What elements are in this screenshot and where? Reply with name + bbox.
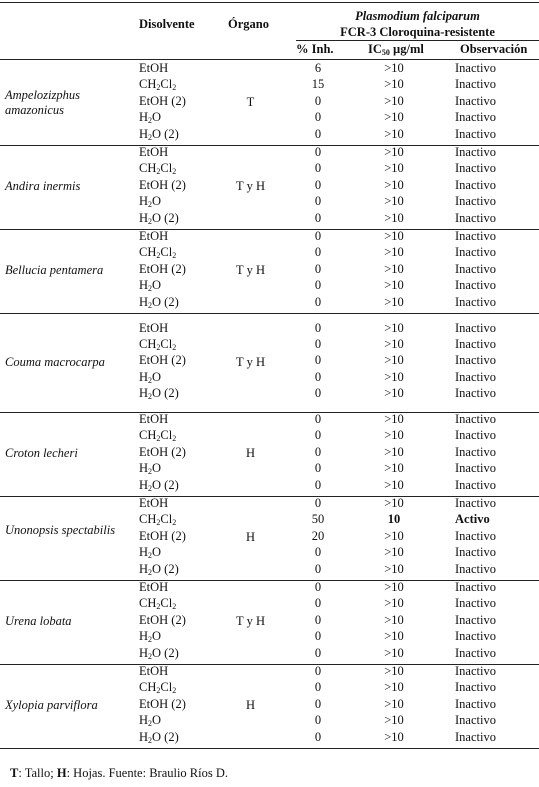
solvent-cell: EtOH xyxy=(139,229,169,243)
observacion-cell: Inactivo xyxy=(455,528,496,543)
observacion-cell: Inactivo xyxy=(455,294,496,309)
ic50-cell: >10 xyxy=(384,386,404,401)
plant-name: Ampelozizphus amazonicus xyxy=(5,88,80,117)
observacion-cell: Inactivo xyxy=(455,126,496,141)
observacion-cell: Inactivo xyxy=(455,386,496,401)
inh-cell: 0 xyxy=(314,412,322,426)
ic50-cell: >10 xyxy=(384,612,404,627)
observacion-cell: Inactivo xyxy=(455,596,496,611)
ic50-cell: >10 xyxy=(384,680,404,695)
ic50-cell: >10 xyxy=(384,580,404,594)
solvent-cell: $H_2O$ xyxy=(139,713,162,729)
ic50-cell: >10 xyxy=(384,278,404,293)
solvent-cell: EtOH xyxy=(139,320,169,335)
ic50-cell: >10 xyxy=(384,461,404,476)
ic50-cell: >10 xyxy=(384,561,404,576)
ic50-cell: >10 xyxy=(384,245,404,260)
solvent-cell: EtOH (2) xyxy=(139,696,186,711)
observacion-cell: Inactivo xyxy=(455,696,496,711)
ic50-cell: >10 xyxy=(384,161,404,176)
inh-cell: 0 xyxy=(314,194,322,209)
observacion-cell: Inactivo xyxy=(455,477,496,492)
inh-cell: 0 xyxy=(314,353,322,368)
organo-value: H xyxy=(245,698,256,712)
solvent-cell: $H_2O$ (2) xyxy=(139,386,179,402)
solvent-cell: $CH_2Cl_2$ xyxy=(139,428,177,444)
observacion-cell: Inactivo xyxy=(455,412,496,426)
solvent-cell: $H_2O$ (2) xyxy=(139,294,179,310)
ic50-cell: >10 xyxy=(384,428,404,443)
ic50-cell: >10 xyxy=(384,369,404,384)
ic50-cell: >10 xyxy=(384,336,404,351)
header-observacion: Observación xyxy=(460,42,528,56)
ic50-cell: >10 xyxy=(384,194,404,209)
inh-cell: 0 xyxy=(314,461,322,476)
observacion-cell: Inactivo xyxy=(455,545,496,560)
solvent-cell: $H_2O$ (2) xyxy=(139,477,179,493)
observacion-cell: Inactivo xyxy=(455,461,496,476)
observacion-cell: Inactivo xyxy=(455,145,496,159)
plant-name: Croton lecheri xyxy=(5,446,78,460)
observacion-cell: Inactivo xyxy=(455,428,496,443)
footnote-t-text: : Tallo; xyxy=(18,766,57,780)
solvent-cell: $H_2O$ xyxy=(139,461,162,477)
solvent-cell: EtOH xyxy=(139,496,169,510)
footnote-h-key: H xyxy=(56,766,67,780)
header-inh: % Inh. xyxy=(296,42,334,56)
header-ic-suffix: µg/ml xyxy=(389,42,424,56)
observacion-cell: Inactivo xyxy=(455,645,496,660)
plant-name: Xylopia parviflora xyxy=(5,698,98,712)
plant-name: Urena lobata xyxy=(5,614,72,628)
ic50-cell: >10 xyxy=(384,664,404,678)
inh-cell: 0 xyxy=(314,545,322,560)
solvent-cell: $H_2O$ xyxy=(139,545,162,561)
solvent-cell: $H_2O$ (2) xyxy=(139,561,179,577)
inh-cell: 0 xyxy=(314,444,322,459)
inh-cell: 0 xyxy=(314,177,322,192)
inh-cell: 0 xyxy=(314,612,322,627)
solvent-cell: EtOH xyxy=(139,664,169,678)
ic50-cell: >10 xyxy=(384,261,404,276)
observacion-cell: Inactivo xyxy=(455,444,496,459)
inh-cell: 0 xyxy=(314,294,322,309)
observacion-cell: Inactivo xyxy=(455,245,496,260)
solvent-cell: EtOH xyxy=(139,412,169,426)
plant-name: Couma macrocarpa xyxy=(5,354,105,369)
organo-value: T y H xyxy=(236,263,265,277)
observacion-cell: Inactivo xyxy=(455,61,496,75)
ic50-cell: >10 xyxy=(384,229,404,243)
header-organo: Órgano xyxy=(228,17,269,31)
footnote-h-text: : Hojas. Fuente: Braulio Ríos D. xyxy=(66,766,229,780)
ic50-cell: >10 xyxy=(384,61,404,75)
inh-cell: 0 xyxy=(314,496,322,510)
observacion-cell: Inactivo xyxy=(455,177,496,192)
solvent-cell: $H_2O$ xyxy=(139,629,162,645)
solvent-cell: $H_2O$ xyxy=(139,194,162,210)
ic50-cell: >10 xyxy=(384,645,404,660)
inh-cell: 0 xyxy=(314,580,322,594)
ic50-cell: >10 xyxy=(384,496,404,510)
inh-cell: 0 xyxy=(314,145,322,159)
ic50-cell: >10 xyxy=(384,629,404,644)
solvent-cell: $CH_2Cl_2$ xyxy=(139,512,177,528)
header-subgroup-rule xyxy=(296,40,539,41)
solvent-cell: $H_2O$ (2) xyxy=(139,210,179,226)
table-top-rule xyxy=(0,2,539,3)
inh-cell: 6 xyxy=(314,61,322,75)
solvent-cell: EtOH (2) xyxy=(139,93,186,108)
inh-cell: 0 xyxy=(314,680,322,695)
inh-cell: 0 xyxy=(314,336,322,351)
ic50-cell: >10 xyxy=(384,545,404,560)
plant-name: Andira inermis xyxy=(5,179,81,193)
observacion-cell: Inactivo xyxy=(455,320,496,335)
ic50-cell: >10 xyxy=(384,696,404,711)
organo-value: T xyxy=(246,95,255,109)
solvent-cell: EtOH (2) xyxy=(139,612,186,627)
solvent-cell: EtOH xyxy=(139,61,169,75)
solvent-cell: $CH_2Cl_2$ xyxy=(139,336,177,352)
organo-value: T y H xyxy=(236,354,265,369)
ic50-cell: >10 xyxy=(384,320,404,335)
solvent-cell: $H_2O$ xyxy=(139,369,162,385)
observacion-cell: Inactivo xyxy=(455,110,496,125)
footnote-t-key: T xyxy=(10,766,19,780)
plant-name: Unonopsis spectabilis xyxy=(5,523,116,537)
observacion-cell: Inactivo xyxy=(455,713,496,728)
solvent-cell: $H_2O$ xyxy=(139,110,162,126)
observacion-cell: Inactivo xyxy=(455,664,496,678)
observacion-cell: Inactivo xyxy=(455,680,496,695)
inh-cell: 0 xyxy=(314,369,322,384)
inh-cell: 0 xyxy=(314,428,322,443)
ic50-cell: >10 xyxy=(384,477,404,492)
header-disolvente: Disolvente xyxy=(139,17,195,31)
inh-cell: 0 xyxy=(314,729,322,744)
organo-value: H xyxy=(245,530,256,544)
ic50-cell: >10 xyxy=(384,729,404,744)
observacion-cell: Inactivo xyxy=(455,278,496,293)
inh-cell: 0 xyxy=(314,110,322,125)
inh-cell: 50 xyxy=(311,512,325,527)
ic50-cell: >10 xyxy=(384,93,404,108)
solvent-cell: EtOH (2) xyxy=(139,353,186,368)
header-bottom-rule xyxy=(0,59,539,60)
ic50-cell: >10 xyxy=(384,596,404,611)
solvent-cell: $H_2O$ (2) xyxy=(139,126,179,142)
observacion-cell: Inactivo xyxy=(455,161,496,176)
inh-cell: 0 xyxy=(314,664,322,678)
solvent-cell: $CH_2Cl_2$ xyxy=(139,680,177,696)
observacion-cell: Inactivo xyxy=(455,561,496,576)
solvent-cell: EtOH xyxy=(139,580,169,594)
inh-cell: 20 xyxy=(311,528,325,543)
ic50-cell: >10 xyxy=(384,177,404,192)
inh-cell: 0 xyxy=(314,561,322,576)
header-ic50 xyxy=(368,42,424,56)
ic50-cell: 10 xyxy=(387,512,401,527)
organo-value: H xyxy=(245,446,256,460)
header-strain: FCR-3 Cloroquina-resistente xyxy=(340,25,495,39)
inh-cell: 0 xyxy=(314,93,322,108)
solvent-cell: EtOH xyxy=(139,145,169,159)
inh-cell: 0 xyxy=(314,126,322,141)
table-footnote xyxy=(10,766,228,781)
observacion-cell: Inactivo xyxy=(455,194,496,209)
ic50-cell: >10 xyxy=(384,353,404,368)
inh-cell: 0 xyxy=(314,320,322,335)
observacion-cell: Inactivo xyxy=(455,210,496,225)
observacion-cell: Inactivo xyxy=(455,629,496,644)
solvent-cell: EtOH (2) xyxy=(139,528,186,543)
organo-value: T y H xyxy=(236,179,265,193)
inh-cell: 0 xyxy=(314,629,322,644)
ic50-cell: >10 xyxy=(384,444,404,459)
group-separator xyxy=(0,313,539,314)
inh-cell: 0 xyxy=(314,229,322,243)
ic50-cell: >10 xyxy=(384,110,404,125)
solvent-cell: $H_2O$ xyxy=(139,278,162,294)
inh-cell: 0 xyxy=(314,261,322,276)
observacion-cell: Inactivo xyxy=(455,336,496,351)
header-ic-sub: 50 xyxy=(381,48,390,57)
solvent-cell: $CH_2Cl_2$ xyxy=(139,596,177,612)
ic50-cell: >10 xyxy=(384,713,404,728)
inh-cell: 0 xyxy=(314,245,322,260)
solvent-cell: EtOH (2) xyxy=(139,177,186,192)
solvent-cell: $CH_2Cl_2$ xyxy=(139,161,177,177)
inh-cell: 0 xyxy=(314,645,322,660)
observacion-cell: Inactivo xyxy=(455,496,496,510)
ic50-cell: >10 xyxy=(384,412,404,426)
observacion-cell: Inactivo xyxy=(455,261,496,276)
plant-name: Bellucia pentamera xyxy=(5,263,104,277)
solvent-cell: EtOH (2) xyxy=(139,261,186,276)
observacion-cell: Inactivo xyxy=(455,612,496,627)
inh-cell: 0 xyxy=(314,278,322,293)
inh-cell: 0 xyxy=(314,713,322,728)
solvent-cell: $H_2O$ (2) xyxy=(139,729,179,745)
header-ic-prefix: IC xyxy=(368,42,382,56)
observacion-cell: Inactivo xyxy=(455,229,496,243)
observacion-cell: Inactivo xyxy=(455,77,496,92)
header-species: Plasmodium falciparum xyxy=(355,9,480,23)
ic50-cell: >10 xyxy=(384,294,404,309)
ic50-cell: >10 xyxy=(384,77,404,92)
inh-cell: 0 xyxy=(314,161,322,176)
inh-cell: 0 xyxy=(314,477,322,492)
solvent-cell: $H_2O$ (2) xyxy=(139,645,179,661)
organo-value: T y H xyxy=(236,614,265,628)
inh-cell: 0 xyxy=(314,210,322,225)
observacion-cell: Inactivo xyxy=(455,729,496,744)
observacion-cell: Inactivo xyxy=(455,353,496,368)
solvent-cell: $CH_2Cl_2$ xyxy=(139,245,177,261)
solvent-cell: $CH_2Cl_2$ xyxy=(139,77,177,93)
ic50-cell: >10 xyxy=(384,528,404,543)
ic50-cell: >10 xyxy=(384,210,404,225)
observacion-cell: Inactivo xyxy=(455,93,496,108)
inh-cell: 0 xyxy=(314,596,322,611)
inh-cell: 15 xyxy=(311,77,325,92)
solvent-cell: EtOH (2) xyxy=(139,444,186,459)
group-separator xyxy=(0,748,539,749)
observacion-cell: Inactivo xyxy=(455,369,496,384)
inh-cell: 0 xyxy=(314,386,322,401)
observacion-cell: Activo xyxy=(455,512,490,527)
observacion-cell: Inactivo xyxy=(455,580,496,594)
ic50-cell: >10 xyxy=(384,145,404,159)
inh-cell: 0 xyxy=(314,696,322,711)
ic50-cell: >10 xyxy=(384,126,404,141)
